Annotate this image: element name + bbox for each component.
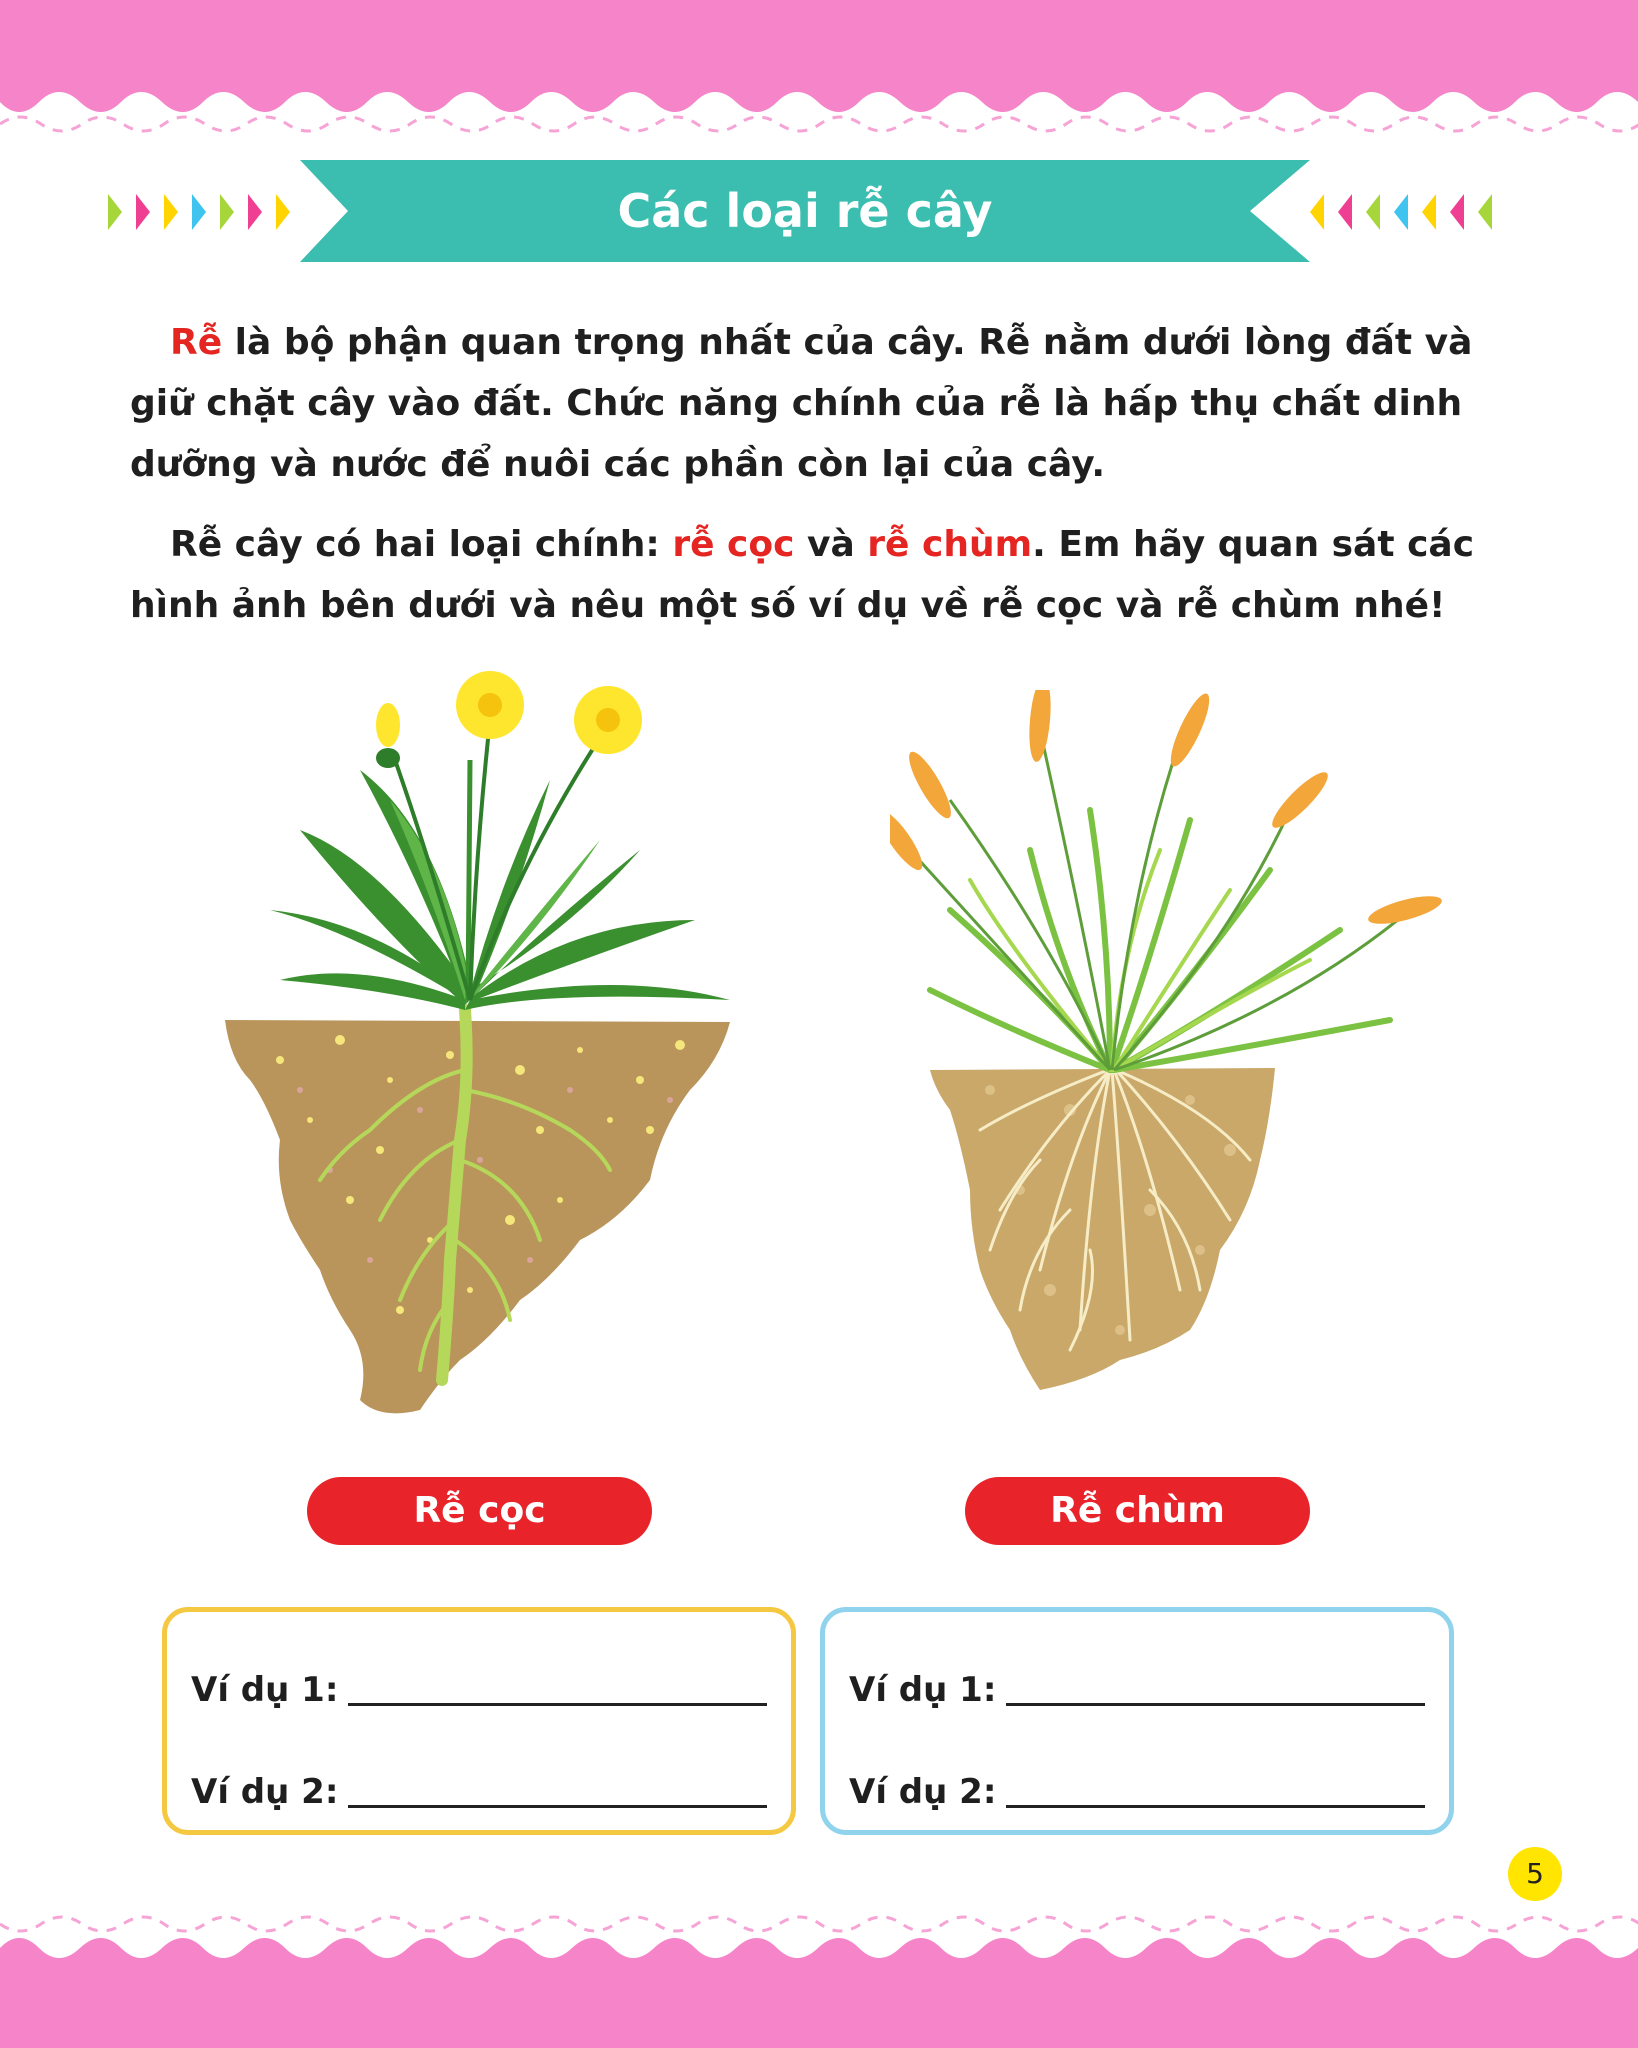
bottom-decorative-band (0, 1908, 1638, 2048)
taproot-plant-illustration (220, 660, 740, 1420)
highlight-re-coc: rễ cọc (672, 524, 795, 565)
fibrous-example-1-label: Ví dụ 1: (849, 1670, 997, 1710)
taproot-example-1-answer-line[interactable] (348, 1663, 767, 1706)
fibrous-root-plant-illustration (890, 690, 1450, 1410)
top-decorative-band (0, 0, 1638, 140)
fibrous-example-1-answer-line[interactable] (1006, 1663, 1425, 1706)
taproot-label: Rễ cọc (307, 1477, 652, 1545)
left-triangle-decoration (108, 194, 308, 230)
fibrous-root-examples-box (820, 1607, 1454, 1835)
taproot-example-2-answer-line[interactable] (348, 1765, 767, 1808)
taproot-example-1-row (191, 1650, 767, 1710)
intro-paragraph-1 (130, 312, 1520, 495)
taproot-example-2-label: Ví dụ 2: (191, 1772, 339, 1812)
taproot-example-2-row (191, 1752, 767, 1812)
taproot-examples-box (162, 1607, 796, 1835)
highlight-re: Rễ (170, 322, 223, 363)
paragraph-2-text-c: và (794, 524, 868, 565)
fibrous-example-1-row (849, 1650, 1425, 1710)
fibrous-example-2-row (849, 1752, 1425, 1812)
taproot-example-1-label: Ví dụ 1: (191, 1670, 339, 1710)
page-title: Các loại rễ cây (617, 184, 993, 238)
paragraph-2-text-a: Rễ cây có hai loại chính: (170, 524, 673, 565)
paragraph-2-text-e: . Em hãy quan sát các hình ảnh bên dưới và nêu một số ví dụ về rễ cọc và rễ chùm nhé! (130, 524, 1475, 626)
intro-paragraph-2 (130, 514, 1520, 636)
paragraph-1-text: là bộ phận quan trọng nhất của cây. Rễ nằm dưới lòng đất và giữ chặt cây vào đất. Chức năng chính của rễ là hấp thụ chất dinh dưỡng và nước để nuôi các phần còn lại của cây. (130, 322, 1473, 485)
right-triangle-decoration (1310, 194, 1510, 230)
fibrous-root-label: Rễ chùm (965, 1477, 1310, 1545)
highlight-re-chum: rễ chùm (867, 524, 1033, 565)
page-number-badge: 5 (1508, 1847, 1562, 1901)
fibrous-example-2-label: Ví dụ 2: (849, 1772, 997, 1812)
fibrous-example-2-answer-line[interactable] (1006, 1765, 1425, 1808)
